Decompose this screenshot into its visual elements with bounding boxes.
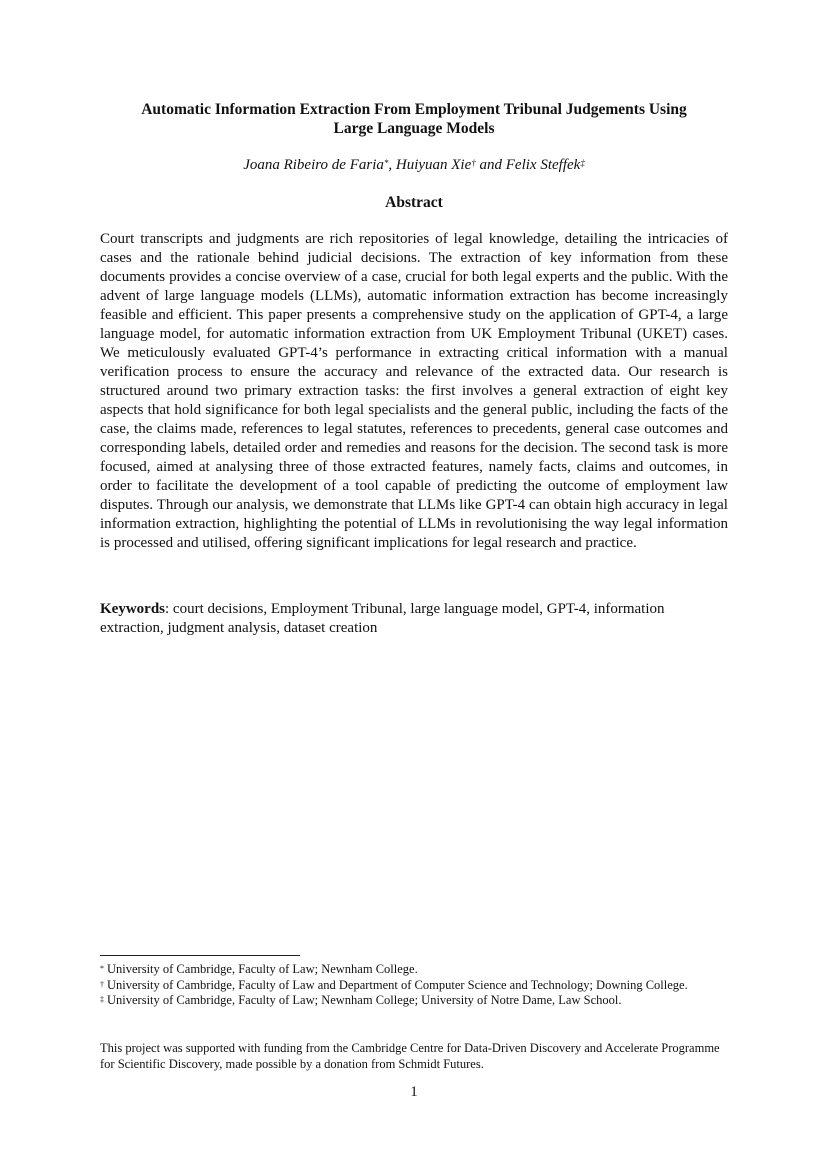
author-2: Huiyuan Xie	[395, 157, 472, 173]
author-2-mark: †	[471, 158, 476, 168]
footnote-mark: †	[100, 979, 104, 989]
footnote-mark: ‡	[100, 995, 104, 1004]
keywords-text: : court decisions, Employment Tribunal, large language model, GPT-4, information extraction, judgment analysis, dataset creation	[100, 601, 665, 636]
keywords-label: Keywords	[100, 601, 165, 617]
funding-note: This project was supported with funding from the Cambridge Centre for Data-Driven Discovery and Accelerate Programme for Scientific Discovery, made possible by a donation from Schmidt Futures.	[100, 1041, 720, 1071]
footnote-mark: *	[100, 964, 104, 973]
author-3: Felix Steffek	[505, 157, 581, 173]
footnote	[100, 993, 728, 1009]
page-number: 1	[410, 1084, 418, 1100]
abstract-text: Court transcripts and judgments are rich repositories of legal knowledge, detailing the intricacies of cases and the rationale behind judicial decisions. The extraction of key information from these documents provides a concise overview of a case, crucial for both legal experts and the public. With the advent of large language models (LLMs), automatic information extraction has become increasingly feasible and efficient. This paper presents a comprehensive study on the application of GPT-4, a large language model, for automatic information extraction from UK Employment Tribunal (UKET) cases. We meticulously evaluated GPT-4’s performance in extracting critical information with a manual verification process to ensure the accuracy and relevance of the extracted data. Our research is structured around two primary extraction tasks: the first involves a general extraction of eight key aspects that hold significance for both legal specialists and the general public, including the facts of the case, the claims made, references to legal statutes, references to precedents, general case outcomes and corresponding labels, detailed order and remedies and reasons for the decision. The second task is more focused, aimed at analysing three of those extracted features, namely facts, claims and outcomes, in order to facilitate the development of a tool capable of predicting the outcome of employment law disputes. Through our analysis, we demonstrate that LLMs like GPT-4 can obtain high accuracy in legal information extraction, highlighting the potential of LLMs in revolutionising the way legal information is processed and utilised, offering significant implications for legal research and practice.	[100, 231, 728, 551]
author-separator-2: and	[475, 157, 506, 173]
footnote-text: University of Cambridge, Faculty of Law and Department of Computer Science and Technology; Downing College.	[107, 977, 688, 992]
author-1-mark: *	[383, 158, 389, 168]
title-line-2: Large Language Models	[333, 120, 495, 137]
footnotes	[100, 962, 728, 1009]
author-separator-1: ,	[388, 157, 396, 173]
author-1: Joana Ribeiro de Faria	[243, 157, 384, 173]
footnote-text: University of Cambridge, Faculty of Law; Newnham College.	[107, 962, 418, 976]
author-list	[100, 156, 728, 174]
footnote	[100, 978, 728, 994]
footnote	[100, 962, 728, 978]
title-line-1: Automatic Information Extraction From Employment Tribunal Judgements Using	[141, 101, 687, 118]
footnote-divider	[100, 955, 300, 956]
author-3-mark: ‡	[580, 158, 585, 168]
abstract-heading: Abstract	[385, 194, 443, 211]
keywords	[100, 600, 728, 638]
footnote-text: University of Cambridge, Faculty of Law; Newnham College; University of Notre Dame, Law School.	[107, 993, 622, 1007]
paper-title	[100, 100, 728, 138]
